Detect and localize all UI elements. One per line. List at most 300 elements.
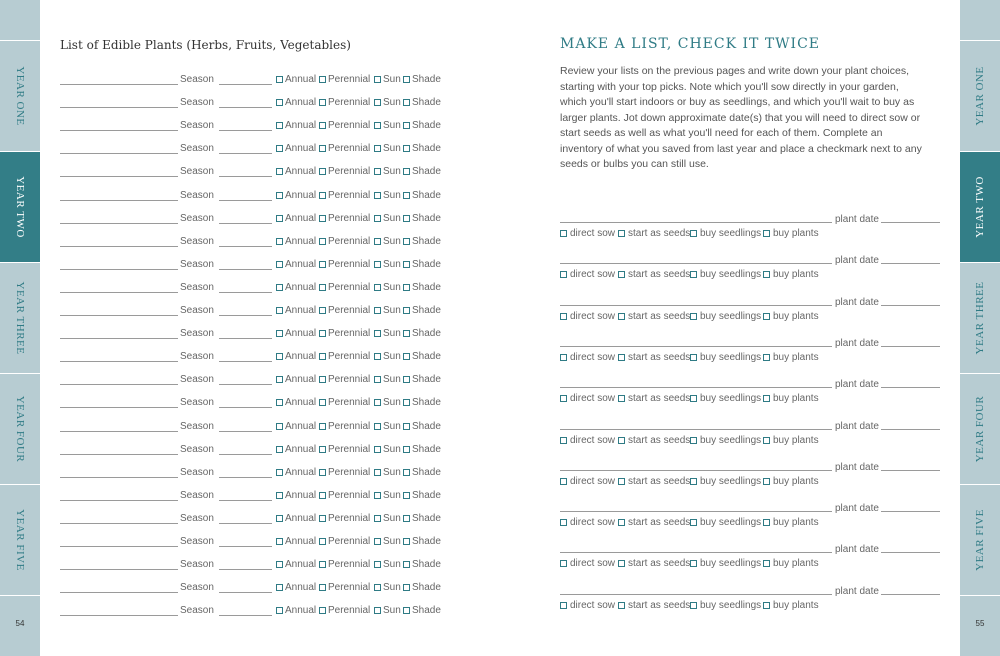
plant-name-line[interactable] [560, 305, 832, 306]
tab-year-one[interactable] [0, 40, 40, 151]
plant-name-line[interactable] [560, 387, 832, 388]
shade-checkbox[interactable] [403, 99, 410, 106]
plant-name-line[interactable] [560, 222, 832, 223]
perennial-checkbox[interactable] [319, 584, 326, 591]
plant-name-line[interactable] [60, 361, 178, 362]
buy-seedlings-checkbox[interactable] [690, 395, 697, 402]
annual-checkbox[interactable] [276, 423, 283, 430]
shade-checkbox[interactable] [403, 353, 410, 360]
plant-name-line[interactable] [60, 500, 178, 501]
sidebar-footer [960, 595, 1000, 656]
start-as-seeds-checkbox[interactable] [618, 519, 625, 526]
shade-checkbox[interactable] [403, 122, 410, 129]
buy-plants-checkbox[interactable] [763, 478, 770, 485]
list-item [560, 418, 942, 446]
annual-checkbox[interactable] [276, 446, 283, 453]
direct-sow-label: direct sow [570, 599, 616, 611]
tab-year-two[interactable] [0, 151, 40, 262]
plant-name-line[interactable] [60, 200, 178, 201]
tab-year-five[interactable] [960, 484, 1000, 595]
tab-year-five[interactable] [0, 484, 40, 595]
annual-checkbox[interactable] [276, 99, 283, 106]
annual-checkbox[interactable] [276, 607, 283, 614]
perennial-label: Perennial [328, 189, 371, 201]
plant-name-line[interactable] [60, 407, 178, 408]
perennial-checkbox[interactable] [319, 215, 326, 222]
perennial-checkbox[interactable] [319, 192, 326, 199]
buy-seedlings-checkbox[interactable] [690, 478, 697, 485]
sun-label: Sun [383, 374, 401, 386]
perennial-label: Perennial [328, 281, 371, 293]
shade-label: Shade [412, 443, 441, 455]
list-item [560, 459, 942, 487]
season-line[interactable] [219, 523, 272, 524]
sun-checkbox[interactable] [374, 122, 381, 129]
plant-name-line[interactable] [60, 315, 178, 316]
table-row [60, 466, 450, 480]
start-as-seeds-checkbox[interactable] [618, 478, 625, 485]
season-line[interactable] [219, 84, 272, 85]
shade-checkbox[interactable] [403, 168, 410, 175]
plant-name-line[interactable] [60, 223, 178, 224]
perennial-checkbox[interactable] [319, 99, 326, 106]
annual-label: Annual [285, 143, 317, 155]
sun-checkbox[interactable] [374, 261, 381, 268]
shade-label: Shade [412, 258, 441, 270]
perennial-checkbox[interactable] [319, 399, 326, 406]
season-line[interactable] [219, 454, 272, 455]
shade-checkbox[interactable] [403, 446, 410, 453]
start-as-seeds-checkbox[interactable] [618, 230, 625, 237]
buy-plants-checkbox[interactable] [763, 230, 770, 237]
buy-plants-checkbox[interactable] [763, 602, 770, 609]
plant-name-line[interactable] [560, 429, 832, 430]
tab-year-three[interactable] [0, 262, 40, 373]
buy-seedlings-label: buy seedlings [700, 434, 762, 446]
shade-checkbox[interactable] [403, 261, 410, 268]
shade-checkbox[interactable] [403, 515, 410, 522]
shade-label: Shade [412, 351, 441, 363]
plant-name-line[interactable] [60, 592, 178, 593]
sun-checkbox[interactable] [374, 76, 381, 83]
plant-name-line[interactable] [60, 292, 178, 293]
buy-seedlings-checkbox[interactable] [690, 437, 697, 444]
shade-checkbox[interactable] [403, 215, 410, 222]
buy-plants-checkbox[interactable] [763, 395, 770, 402]
plant-date-label: plant date [835, 255, 879, 267]
shade-checkbox[interactable] [403, 561, 410, 568]
direct-sow-checkbox[interactable] [560, 560, 567, 567]
table-row [60, 558, 450, 572]
buy-seedlings-checkbox[interactable] [690, 313, 697, 320]
direct-sow-checkbox[interactable] [560, 313, 567, 320]
annual-label: Annual [285, 536, 317, 547]
season-label: Season [180, 143, 214, 155]
direct-sow-checkbox[interactable] [560, 395, 567, 402]
buy-plants-checkbox[interactable] [763, 437, 770, 444]
plant-name-line[interactable] [560, 594, 832, 595]
start-as-seeds-checkbox[interactable] [618, 560, 625, 567]
season-label: Season [180, 97, 214, 109]
annual-label: Annual [285, 466, 317, 478]
annual-checkbox[interactable] [276, 330, 283, 337]
tab-year-one[interactable] [960, 40, 1000, 151]
season-label: Season [180, 443, 214, 455]
shade-checkbox[interactable] [403, 145, 410, 152]
plant-name-line[interactable] [60, 384, 178, 385]
shade-checkbox[interactable] [403, 330, 410, 337]
list-item [560, 335, 942, 363]
shade-label: Shade [412, 166, 441, 178]
shade-checkbox[interactable] [403, 76, 410, 83]
annual-checkbox[interactable] [276, 584, 283, 591]
buy-plants-label: buy plants [773, 351, 819, 363]
plant-date-line[interactable] [881, 346, 940, 347]
plant-name-line[interactable] [60, 615, 178, 616]
buy-seedlings-label: buy seedlings [700, 475, 762, 487]
plant-name-line[interactable] [60, 454, 178, 455]
annual-label: Annual [285, 120, 317, 132]
direct-sow-checkbox[interactable] [560, 230, 567, 237]
sun-checkbox[interactable] [374, 469, 381, 476]
season-line[interactable] [219, 176, 272, 177]
sun-checkbox[interactable] [374, 492, 381, 499]
perennial-label: Perennial [328, 351, 371, 363]
shade-label: Shade [412, 120, 441, 132]
perennial-checkbox[interactable] [319, 284, 326, 291]
season-label: Season [180, 120, 214, 132]
table-row [60, 396, 450, 410]
buy-seedlings-checkbox[interactable] [690, 560, 697, 567]
perennial-checkbox[interactable] [319, 353, 326, 360]
sun-checkbox[interactable] [374, 284, 381, 291]
start-as-seeds-checkbox[interactable] [618, 602, 625, 609]
tab-year-three[interactable] [960, 262, 1000, 373]
annual-checkbox[interactable] [276, 122, 283, 129]
season-line[interactable] [219, 546, 272, 547]
direct-sow-checkbox[interactable] [560, 478, 567, 485]
sun-checkbox[interactable] [374, 330, 381, 337]
buy-seedlings-label: buy seedlings [700, 351, 762, 363]
shade-checkbox[interactable] [403, 238, 410, 245]
start-as-seeds-checkbox[interactable] [618, 354, 625, 361]
perennial-checkbox[interactable] [319, 145, 326, 152]
buy-seedlings-checkbox[interactable] [690, 602, 697, 609]
annual-checkbox[interactable] [276, 76, 283, 83]
season-line[interactable] [219, 407, 272, 408]
shade-checkbox[interactable] [403, 469, 410, 476]
buy-plants-checkbox[interactable] [763, 271, 770, 278]
perennial-checkbox[interactable] [319, 515, 326, 522]
plant-date-line[interactable] [881, 470, 940, 471]
perennial-checkbox[interactable] [319, 330, 326, 337]
perennial-checkbox[interactable] [319, 469, 326, 476]
season-label: Season [180, 351, 214, 363]
season-line[interactable] [219, 615, 272, 616]
plant-date-line[interactable] [881, 429, 940, 430]
perennial-checkbox[interactable] [319, 122, 326, 129]
sun-checkbox[interactable] [374, 238, 381, 245]
shade-checkbox[interactable] [403, 307, 410, 314]
table-row [60, 443, 450, 457]
perennial-checkbox[interactable] [319, 492, 326, 499]
sun-checkbox[interactable] [374, 353, 381, 360]
shade-checkbox[interactable] [403, 584, 410, 591]
perennial-checkbox[interactable] [319, 168, 326, 175]
direct-sow-label: direct sow [570, 228, 616, 239]
annual-checkbox[interactable] [276, 353, 283, 360]
season-label: Season [180, 559, 214, 571]
sun-checkbox[interactable] [374, 584, 381, 591]
tab-year-two[interactable] [960, 151, 1000, 262]
perennial-label: Perennial [328, 559, 371, 571]
season-line[interactable] [219, 569, 272, 570]
shade-checkbox[interactable] [403, 538, 410, 545]
tab-year-four[interactable] [960, 373, 1000, 484]
tab-year-four[interactable] [0, 373, 40, 484]
sun-checkbox[interactable] [374, 538, 381, 545]
tab-label: YEAR THREE [14, 281, 26, 355]
plant-name-line[interactable] [560, 346, 832, 347]
perennial-checkbox[interactable] [319, 607, 326, 614]
annual-checkbox[interactable] [276, 261, 283, 268]
perennial-checkbox[interactable] [319, 76, 326, 83]
shade-checkbox[interactable] [403, 607, 410, 614]
sun-checkbox[interactable] [374, 446, 381, 453]
buy-seedlings-checkbox[interactable] [690, 271, 697, 278]
start-as-seeds-label: start as seeds [628, 393, 691, 405]
start-as-seeds-label: start as seeds [628, 599, 691, 611]
sun-checkbox[interactable] [374, 168, 381, 175]
plant-name-line[interactable] [560, 263, 832, 264]
shade-checkbox[interactable] [403, 376, 410, 383]
direct-sow-label: direct sow [570, 269, 616, 281]
season-label: Season [180, 397, 214, 409]
annual-label: Annual [285, 166, 317, 178]
sun-checkbox[interactable] [374, 215, 381, 222]
sun-checkbox[interactable] [374, 145, 381, 152]
buy-seedlings-checkbox[interactable] [690, 519, 697, 526]
page-heading: MAKE A LIST, CHECK IT TWICE [560, 36, 821, 52]
season-label: Season [180, 489, 214, 501]
annual-label: Annual [285, 582, 317, 594]
annual-checkbox[interactable] [276, 284, 283, 291]
annual-checkbox[interactable] [276, 376, 283, 383]
plant-name-line[interactable] [60, 269, 178, 270]
plant-date-line[interactable] [881, 263, 940, 264]
annual-checkbox[interactable] [276, 145, 283, 152]
table-row [60, 327, 450, 341]
perennial-checkbox[interactable] [319, 538, 326, 545]
sun-checkbox[interactable] [374, 376, 381, 383]
season-line[interactable] [219, 592, 272, 593]
sun-label: Sun [383, 351, 401, 363]
buy-plants-checkbox[interactable] [763, 560, 770, 567]
direct-sow-checkbox[interactable] [560, 519, 567, 526]
shade-label: Shade [412, 466, 441, 478]
sun-checkbox[interactable] [374, 307, 381, 314]
start-as-seeds-label: start as seeds [628, 475, 691, 487]
table-row [60, 512, 450, 526]
start-as-seeds-checkbox[interactable] [618, 437, 625, 444]
season-line[interactable] [219, 315, 272, 316]
direct-sow-label: direct sow [570, 475, 616, 487]
sun-checkbox[interactable] [374, 515, 381, 522]
tab-label: YEAR TWO [14, 176, 26, 238]
direct-sow-checkbox[interactable] [560, 354, 567, 361]
annual-checkbox[interactable] [276, 238, 283, 245]
season-line[interactable] [219, 477, 272, 478]
plant-date-line[interactable] [881, 305, 940, 306]
annual-checkbox[interactable] [276, 492, 283, 499]
sun-label: Sun [383, 466, 401, 478]
direct-sow-checkbox[interactable] [560, 602, 567, 609]
plant-name-line[interactable] [60, 130, 178, 131]
list-item [560, 541, 942, 569]
annual-checkbox[interactable] [276, 215, 283, 222]
shade-label: Shade [412, 328, 441, 340]
plant-name-line[interactable] [560, 552, 832, 553]
shade-checkbox[interactable] [403, 399, 410, 406]
season-label: Season [180, 235, 214, 247]
shade-label: Shade [412, 143, 441, 155]
buy-plants-label: buy plants [773, 228, 819, 239]
sun-label: Sun [383, 605, 401, 617]
buy-plants-checkbox[interactable] [763, 519, 770, 526]
season-label: Season [180, 281, 214, 293]
buy-seedlings-label: buy seedlings [700, 599, 762, 611]
plant-name-line[interactable] [60, 107, 178, 108]
perennial-checkbox[interactable] [319, 561, 326, 568]
sun-checkbox[interactable] [374, 561, 381, 568]
list-item [560, 376, 942, 404]
plant-date-label: plant date [835, 503, 879, 515]
plant-name-line[interactable] [60, 246, 178, 247]
plant-date-line[interactable] [881, 552, 940, 553]
annual-label: Annual [285, 512, 317, 524]
annual-checkbox[interactable] [276, 168, 283, 175]
season-line[interactable] [219, 292, 272, 293]
season-line[interactable] [219, 107, 272, 108]
sun-label: Sun [383, 258, 401, 270]
season-line[interactable] [219, 384, 272, 385]
season-line[interactable] [219, 200, 272, 201]
plant-name-line[interactable] [60, 569, 178, 570]
annual-checkbox[interactable] [276, 515, 283, 522]
annual-label: Annual [285, 281, 317, 293]
season-line[interactable] [219, 269, 272, 270]
season-line[interactable] [219, 361, 272, 362]
plant-date-line[interactable] [881, 387, 940, 388]
perennial-label: Perennial [328, 328, 371, 340]
direct-sow-label: direct sow [570, 310, 616, 322]
perennial-label: Perennial [328, 258, 371, 270]
direct-sow-checkbox[interactable] [560, 437, 567, 444]
plant-date-label: plant date [835, 544, 879, 556]
perennial-checkbox[interactable] [319, 238, 326, 245]
table-row [60, 604, 450, 618]
perennial-checkbox[interactable] [319, 307, 326, 314]
annual-checkbox[interactable] [276, 561, 283, 568]
plant-name-line[interactable] [560, 511, 832, 512]
plant-name-line[interactable] [60, 523, 178, 524]
plant-date-line[interactable] [881, 511, 940, 512]
buy-seedlings-checkbox[interactable] [690, 230, 697, 237]
season-line[interactable] [219, 223, 272, 224]
plant-name-line[interactable] [560, 470, 832, 471]
plant-date-line[interactable] [881, 222, 940, 223]
plant-name-line[interactable] [60, 546, 178, 547]
perennial-label: Perennial [328, 605, 371, 617]
season-line[interactable] [219, 431, 272, 432]
annual-label: Annual [285, 97, 317, 109]
shade-checkbox[interactable] [403, 192, 410, 199]
direct-sow-checkbox[interactable] [560, 271, 567, 278]
season-line[interactable] [219, 500, 272, 501]
shade-checkbox[interactable] [403, 284, 410, 291]
plant-name-line[interactable] [60, 431, 178, 432]
sun-checkbox[interactable] [374, 399, 381, 406]
shade-checkbox[interactable] [403, 492, 410, 499]
season-line[interactable] [219, 130, 272, 131]
start-as-seeds-label: start as seeds [628, 434, 691, 446]
shade-checkbox[interactable] [403, 423, 410, 430]
buy-plants-checkbox[interactable] [763, 354, 770, 361]
season-line[interactable] [219, 153, 272, 154]
plant-name-line[interactable] [60, 84, 178, 85]
tab-label: YEAR FIVE [974, 509, 986, 571]
sun-checkbox[interactable] [374, 192, 381, 199]
sun-checkbox[interactable] [374, 607, 381, 614]
sun-label: Sun [383, 281, 401, 293]
perennial-checkbox[interactable] [319, 423, 326, 430]
direct-sow-label: direct sow [570, 558, 616, 570]
season-label: Season [180, 189, 214, 201]
season-line[interactable] [219, 338, 272, 339]
sun-label: Sun [383, 212, 401, 224]
perennial-checkbox[interactable] [319, 446, 326, 453]
plant-name-line[interactable] [60, 153, 178, 154]
plant-name-line[interactable] [60, 176, 178, 177]
annual-checkbox[interactable] [276, 399, 283, 406]
perennial-label: Perennial [328, 582, 371, 594]
season-label: Season [180, 328, 214, 340]
plant-date-line[interactable] [881, 594, 940, 595]
sun-label: Sun [383, 328, 401, 340]
buy-seedlings-checkbox[interactable] [690, 354, 697, 361]
plant-name-line[interactable] [60, 477, 178, 478]
sun-checkbox[interactable] [374, 99, 381, 106]
table-row [60, 281, 450, 295]
start-as-seeds-checkbox[interactable] [618, 395, 625, 402]
annual-checkbox[interactable] [276, 307, 283, 314]
start-as-seeds-checkbox[interactable] [618, 271, 625, 278]
perennial-checkbox[interactable] [319, 261, 326, 268]
annual-label: Annual [285, 351, 317, 363]
start-as-seeds-label: start as seeds [628, 269, 691, 281]
annual-checkbox[interactable] [276, 538, 283, 545]
annual-checkbox[interactable] [276, 469, 283, 476]
start-as-seeds-checkbox[interactable] [618, 313, 625, 320]
season-line[interactable] [219, 246, 272, 247]
buy-plants-checkbox[interactable] [763, 313, 770, 320]
annual-checkbox[interactable] [276, 192, 283, 199]
shade-label: Shade [412, 536, 441, 547]
buy-plants-label: buy plants [773, 269, 819, 281]
plant-name-line[interactable] [60, 338, 178, 339]
perennial-checkbox[interactable] [319, 376, 326, 383]
sun-checkbox[interactable] [374, 423, 381, 430]
